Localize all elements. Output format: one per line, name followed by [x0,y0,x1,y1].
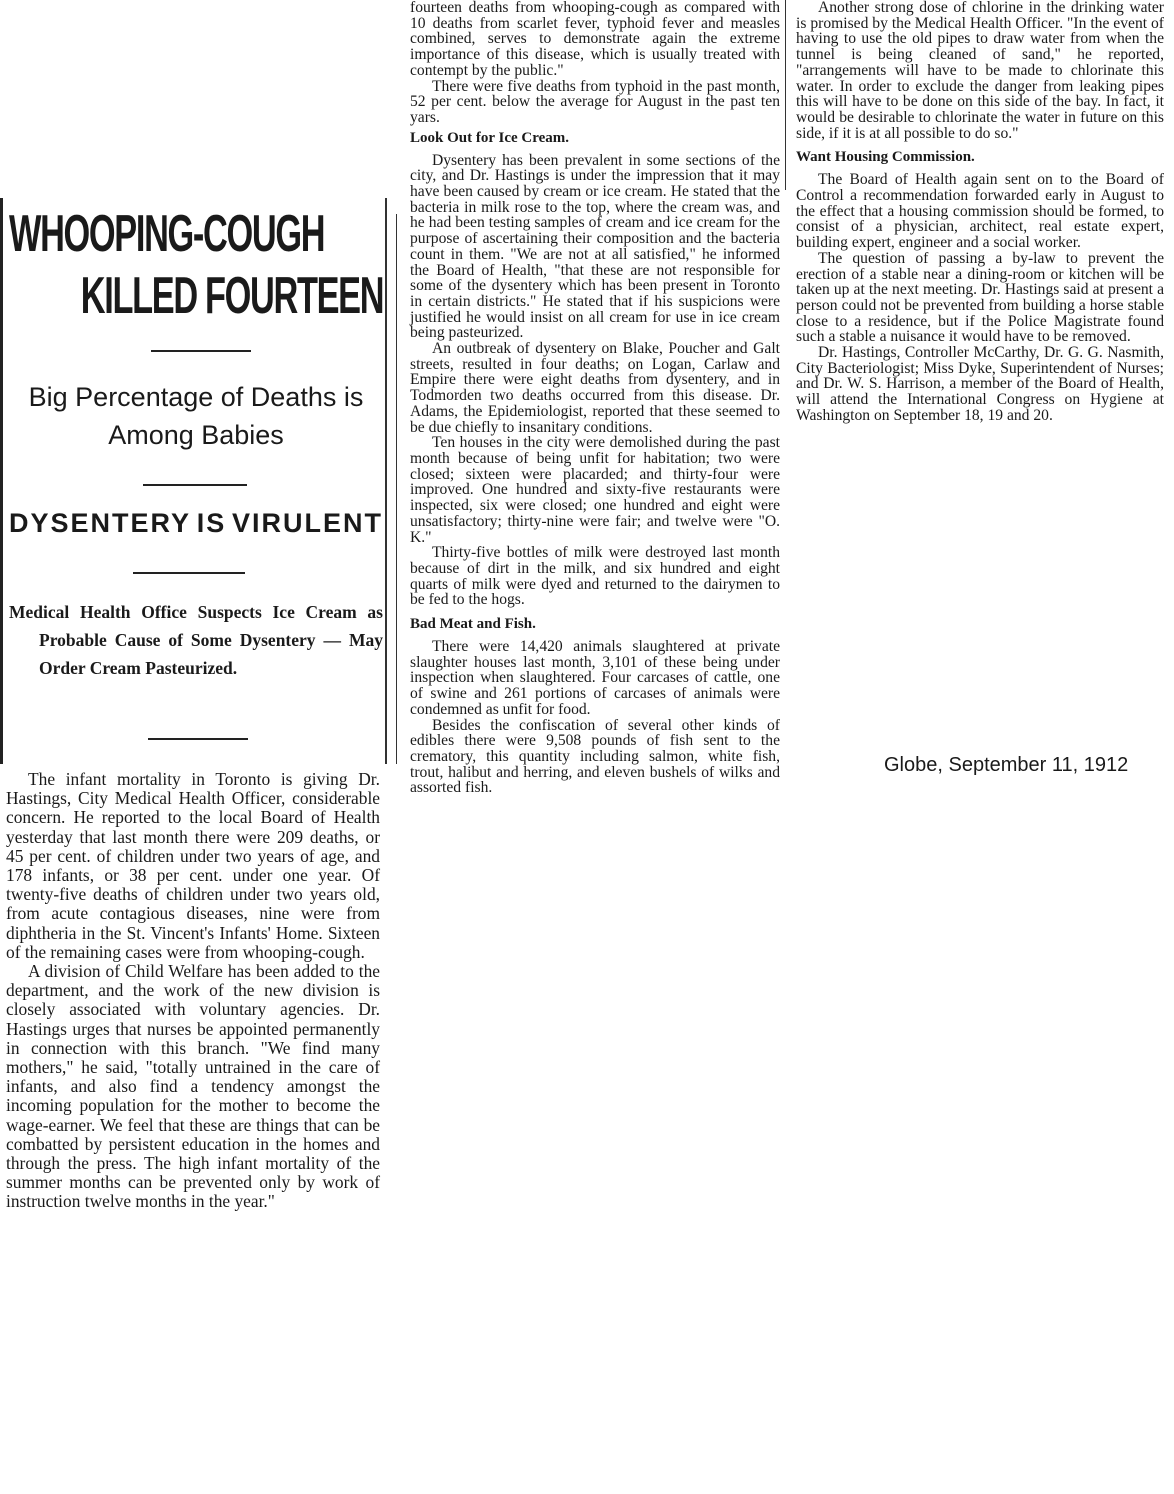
headline-line-2: KILLED FOURTEEN [80,267,383,325]
column-rule-left [385,198,387,764]
col3-housing-paragraph-3: Dr. Hastings, Controller McCarthy, Dr. G. G. Nasmith, City Bacteriologist; Miss Dyke, Superintendent of Nurses; and Dr. W. S. Harrison, a member of the Board of Health, will attend the International Congress on Hygiene at Washington on September 18, 19 and 20. [796,344,1164,424]
col2-paragraph-top: fourteen deaths from whooping-cough as compared with 10 deaths from scarlet fever, typhoid fever and measles combined, serves to demonstrate again the extreme importance of this disease, which is usually treated with contempt by the public." [410,0,780,79]
col2-ice-paragraph-4: Thirty-five bottles of milk were destroyed last month because of dirt in the milk, and six hundred and eight quarts of milk were dyed and returned to the dairymen to be fed to the hogs. [410,544,780,609]
col2-paragraph-typhoid: There were five deaths from typhoid in the past month, 52 per cent. below the average for August in the past ten yars. [410,77,780,126]
deck-word-1: DYSENTERY [9,508,192,538]
headline-line-1: WHOOPING-COUGH [9,205,325,263]
divider-rule-3 [133,572,245,574]
deck-ice-cream: Medical Health Office Suspects Ice Cream as Probable Cause of Some Dysentery — May Order Cream Pasteurized. [9,602,383,678]
col2-meat-paragraph-1: There were 14,420 animals slaughtered at private slaughter houses last month, 3,101 of these being under inspection when slaughtered. Four carcases of cattle, one of swine and 261 portions of carcases of animals were condemned as unfit for food. [410,638,780,718]
divider-rule-2 [143,484,247,486]
col2-ice-paragraph-2: An outbreak of dysentery on Blake, Poucher and Galt streets, resulted in four deaths; on Logan, Carlaw and Empire there were eight deaths from dysentery, and in Todmorden two deaths occurred from this disease. Dr. Adams, the Epidemiologist, reported that these seemed to be due chiefly to insanitary conditions. [410,340,780,436]
col3-housing-paragraph-1: The Board of Health again sent on to the Board of Control a recommendation forwarded early in August to the effect that a housing commission should be formed, to consist of a physician, architect, real estate expert, building expert, engineer and a social worker. [796,171,1164,252]
divider-rule-4 [148,738,248,740]
subhead-bad-meat: Bad Meat and Fish. [410,616,536,633]
deck-dysentery [9,508,383,539]
deck-word-3: VIRULENT [231,508,383,538]
subhead-housing: Want Housing Commission. [796,149,975,166]
col2-ice-paragraph-1: Dysentery has been prevalent in some sections of the city, and Dr. Hastings is under the impression that it may have been caused by cream or ice cream. He stated that the bacteria in milk rose to the top, where the cream was, and he had been testing samples of cream and ice cream for the purpose of ascertaining their composition and the bacteria count in them. "We are not at all satisfied," he informed the Board of Health, "that these are not responsible for some of the dysentery which has been present in Toronto in certain districts." He stated that if his suspicions were justified he would insist on all cream for use in ice cream being pasteurized. [410,151,780,342]
headline-block [0,198,385,764]
subhead-ice-cream: Look Out for Ice Cream. [410,129,570,146]
column-1-body [6,770,380,1212]
col2-meat-paragraph-2: Besides the confiscation of several other kinds of edibles there were 9,508 pounds of fish sent to the crematory, this quantity including salmon, white fish, trout, halibut and herring, and eleven bushels of wilks and assorted fish. [410,716,780,797]
column-rule-right [785,0,786,190]
col3-paragraph-chlorine: Another strong dose of chlorine in the drinking water is promised by the Medical Health Officer. "In the event of having to use the old pipes to draw water from when the tunnel is being cleaned of sand," he reported, "arrangements will have to be made to chlorinate this water. In order to exclude the danger from leaking pipes this will have to be done on this side of the bay. In fact, it would be desirable to chlorinate the water in future on this side, if it is at all possible to do so." [796,0,1164,142]
col1-paragraph-1: The infant mortality in Toronto is giving Dr. Hastings, City Medical Health Officer, considerable concern. He reported to the local Board of Health yesterday that last month there were 209 deaths, or 45 per cent. of children under two years of age, and 178 infants, or 38 per cent. under one year. Of twenty-five deaths of children under two years old, from acute contagious diseases, nine were from diphtheria in the St. Vincent's Infants' Home. Sixteen of the remaining cases were from whooping-cough. [6,769,380,962]
col2-ice-paragraph-3: Ten houses in the city were demolished during the past month because of being unfit for habitation; two were closed; sixteen were placarded; and thirty-four were improved. One hundred and sixty-five restaurants were inspected, six were closed; one hundred and eight were unsatisfactory; thirty-nine were fair; and twelve were "O. K." [410,434,780,546]
col1-paragraph-2: A division of Child Welfare has been added to the department, and the work of the new division is closely associated with voluntary agencies. Dr. Hastings urges that nurses be appointed permanently in connection with this branch. "We find many mothers," he said, "totally untrained in the care of infants, and also find a tendency amongst the incoming population for the mother to become the wage-earner. We feel that these are things that can be combatted by persistent education in the homes and through the press. The high infant mortality of the summer months can be prevented only by work of instruction twelve months in the year." [6,961,380,1212]
deck-word-2: IS [196,508,227,538]
deck-babies: Big Percentage of Deaths is Among Babies [28,382,364,450]
column-2 [410,0,780,796]
col3-housing-paragraph-2: The question of passing a by-law to prevent the erection of a stable near a dining-room or kitchen will be taken up at the next meeting. Dr. Hastings said at present a person could not be prevented from building a horse stable close to a residence, but if the Police Magistrate found such a stable a nuisance it would have to be removed. [796,249,1164,346]
column-rule-left-inner [396,214,397,764]
divider-rule-1 [151,350,251,352]
source-caption: Globe, September 11, 1912 [884,754,1129,776]
column-3 [796,0,1164,424]
